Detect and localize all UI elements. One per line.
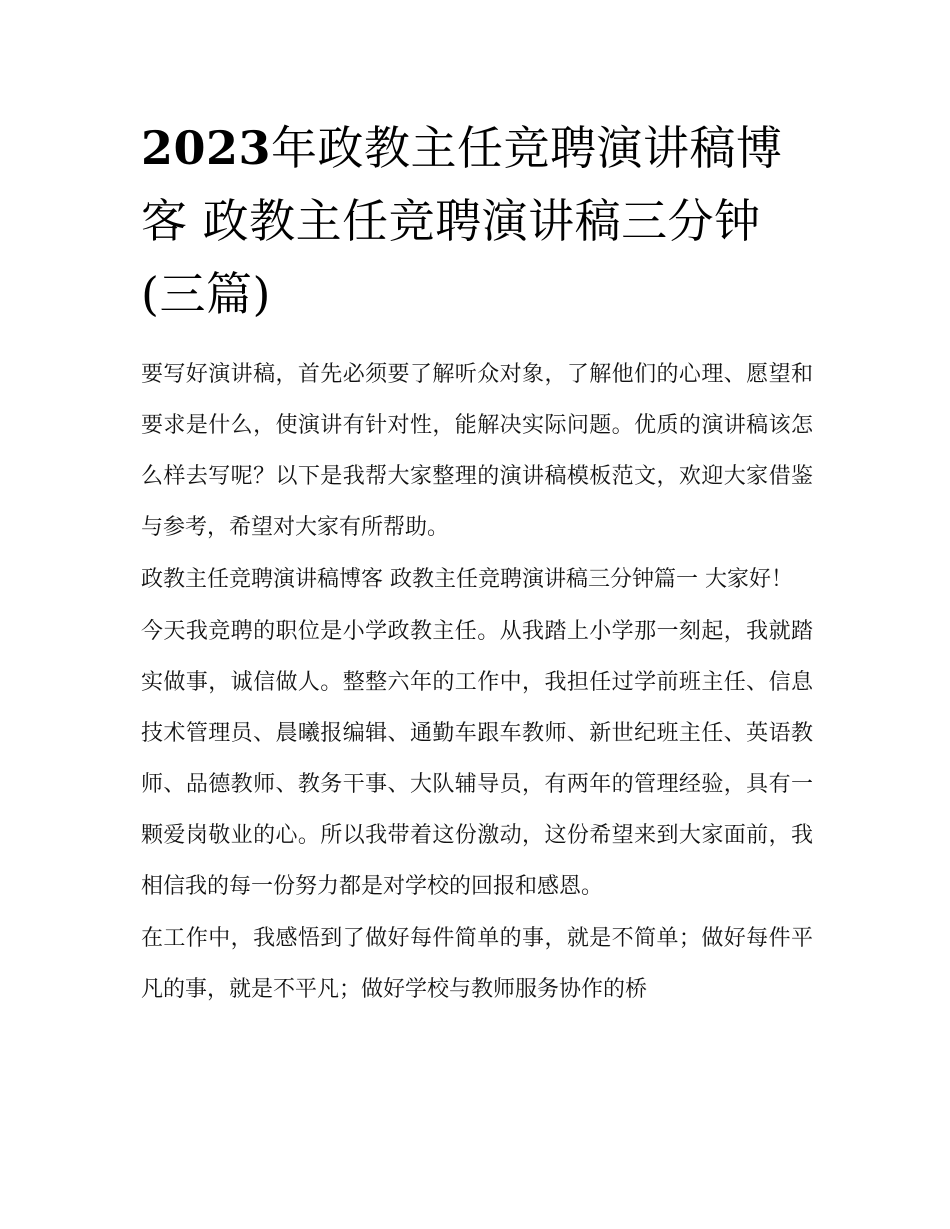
body-paragraph-2: 在工作中，我感悟到了做好每件简单的事，就是不简单；做好每件平凡的事，就是不平凡；做好学校与教师服务协作的桥 <box>141 926 813 1002</box>
document-title <box>141 112 813 331</box>
document-page <box>141 112 813 1015</box>
intro-paragraph: 要写好演讲稿，首先必须要了解听众对象，了解他们的心理、愿望和要求是什么，使演讲有针对性，能解决实际问题。优质的演讲稿该怎么样去写呢？以下是我帮大家整理的演讲稿模板范文，欢迎大家借鉴与参考，希望对大家有所帮助。 <box>141 362 813 540</box>
section-heading-paragraph: 政教主任竞聘演讲稿博客 政教主任竞聘演讲稿三分钟篇一 大家好！ <box>141 567 793 592</box>
title-text: 年政教主任竞聘演讲稿博客 政教主任竞聘演讲稿三分钟(三篇) <box>141 121 783 321</box>
body-paragraph-1: 今天我竞聘的职位是小学政教主任。从我踏上小学那一刻起，我就踏实做事，诚信做人。整整六年的工作中，我担任过学前班主任、信息技术管理员、晨曦报编辑、通勤车跟车教师、新世纪班主任、英语教师、品德教师、教务干事、大队辅导员，有两年的管理经验，具有一颗爱岗敬业的心。所以我带着这份激动，这份希望来到大家面前，我相信我的每一份努力都是对学校的回报和感恩。 <box>141 619 813 899</box>
title-year: 2023 <box>141 121 272 175</box>
